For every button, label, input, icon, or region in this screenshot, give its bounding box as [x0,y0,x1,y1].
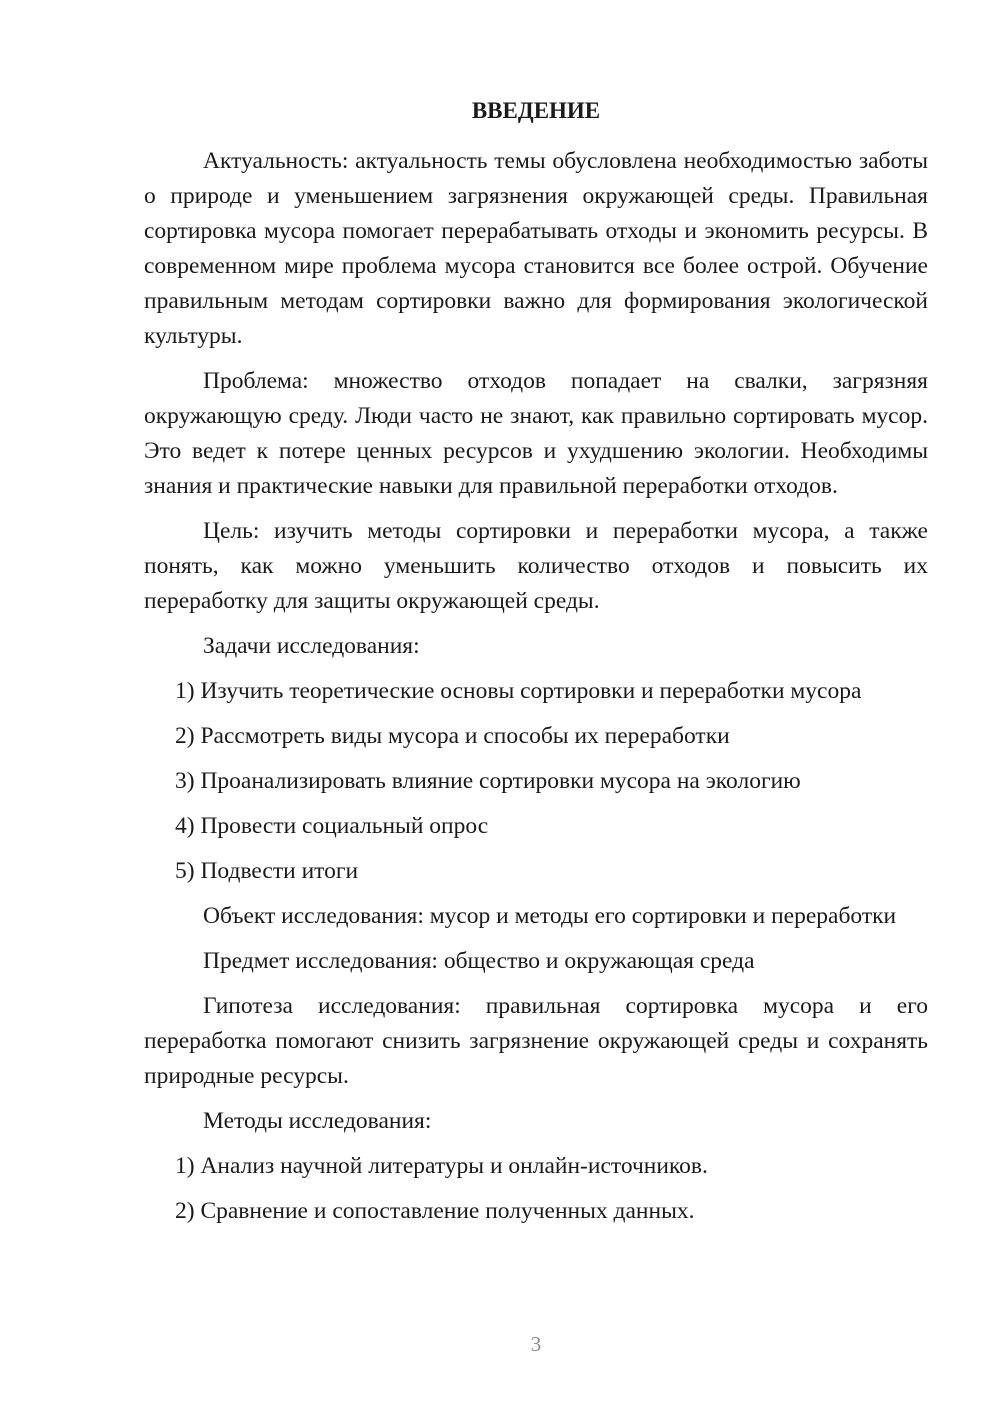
method-item: 2) Сравнение и сопоставление полученных данных. [175,1198,695,1224]
goal-paragraph: Цель: изучить методы сортировки и переработки мусора, а также понять, как можно уменьшить количество отходов и повысить их переработку для защиты окружающей среды. [144,518,928,614]
task-item: 5) Подвести итоги [175,858,359,884]
method-item: 1) Анализ научной литературы и онлайн-источников. [175,1153,708,1179]
relevance-paragraph: Актуальность: актуальность темы обусловлена необходимостью заботы о природе и уменьшением загрязнения окружающей среды. Правильная сортировка мусора помогает перерабатывать отходы и экономить ресурсы. В современном мире проблема мусора становится все более острой. Обучение правильным методам сортировки важно для формирования экологической культуры. [144,148,928,349]
problem-paragraph: Проблема: множество отходов попадает на свалки, загрязняя окружающую среду. Люди часто не знают, как правильно сортировать мусор. Это ведет к потере ценных ресурсов и ухудшению экологии. Необходимы знания и практические навыки для правильной переработки отходов. [144,368,928,499]
hypothesis-paragraph: Гипотеза исследования: правильная сортировка мусора и его переработка помогают снизить загрязнение окружающей среды и сохранять природные ресурсы. [144,993,928,1089]
methods-heading: Методы исследования: [203,1108,432,1134]
object-paragraph: Объект исследования: мусор и методы его сортировки и переработки [203,903,897,929]
task-item: 4) Провести социальный опрос [175,813,489,839]
task-item: 2) Рассмотреть виды мусора и способы их переработки [175,723,730,749]
page-number: 3 [530,1332,542,1356]
page-title: ВВЕДЕНИЕ [471,98,601,123]
task-item: 3) Проанализировать влияние сортировки мусора на экологию [175,768,801,794]
subject-paragraph: Предмет исследования: общество и окружающая среда [203,948,755,974]
tasks-heading: Задачи исследования: [203,633,420,659]
task-item: 1) Изучить теоретические основы сортировки и переработки мусора [175,678,862,704]
page-content [144,96,928,1239]
